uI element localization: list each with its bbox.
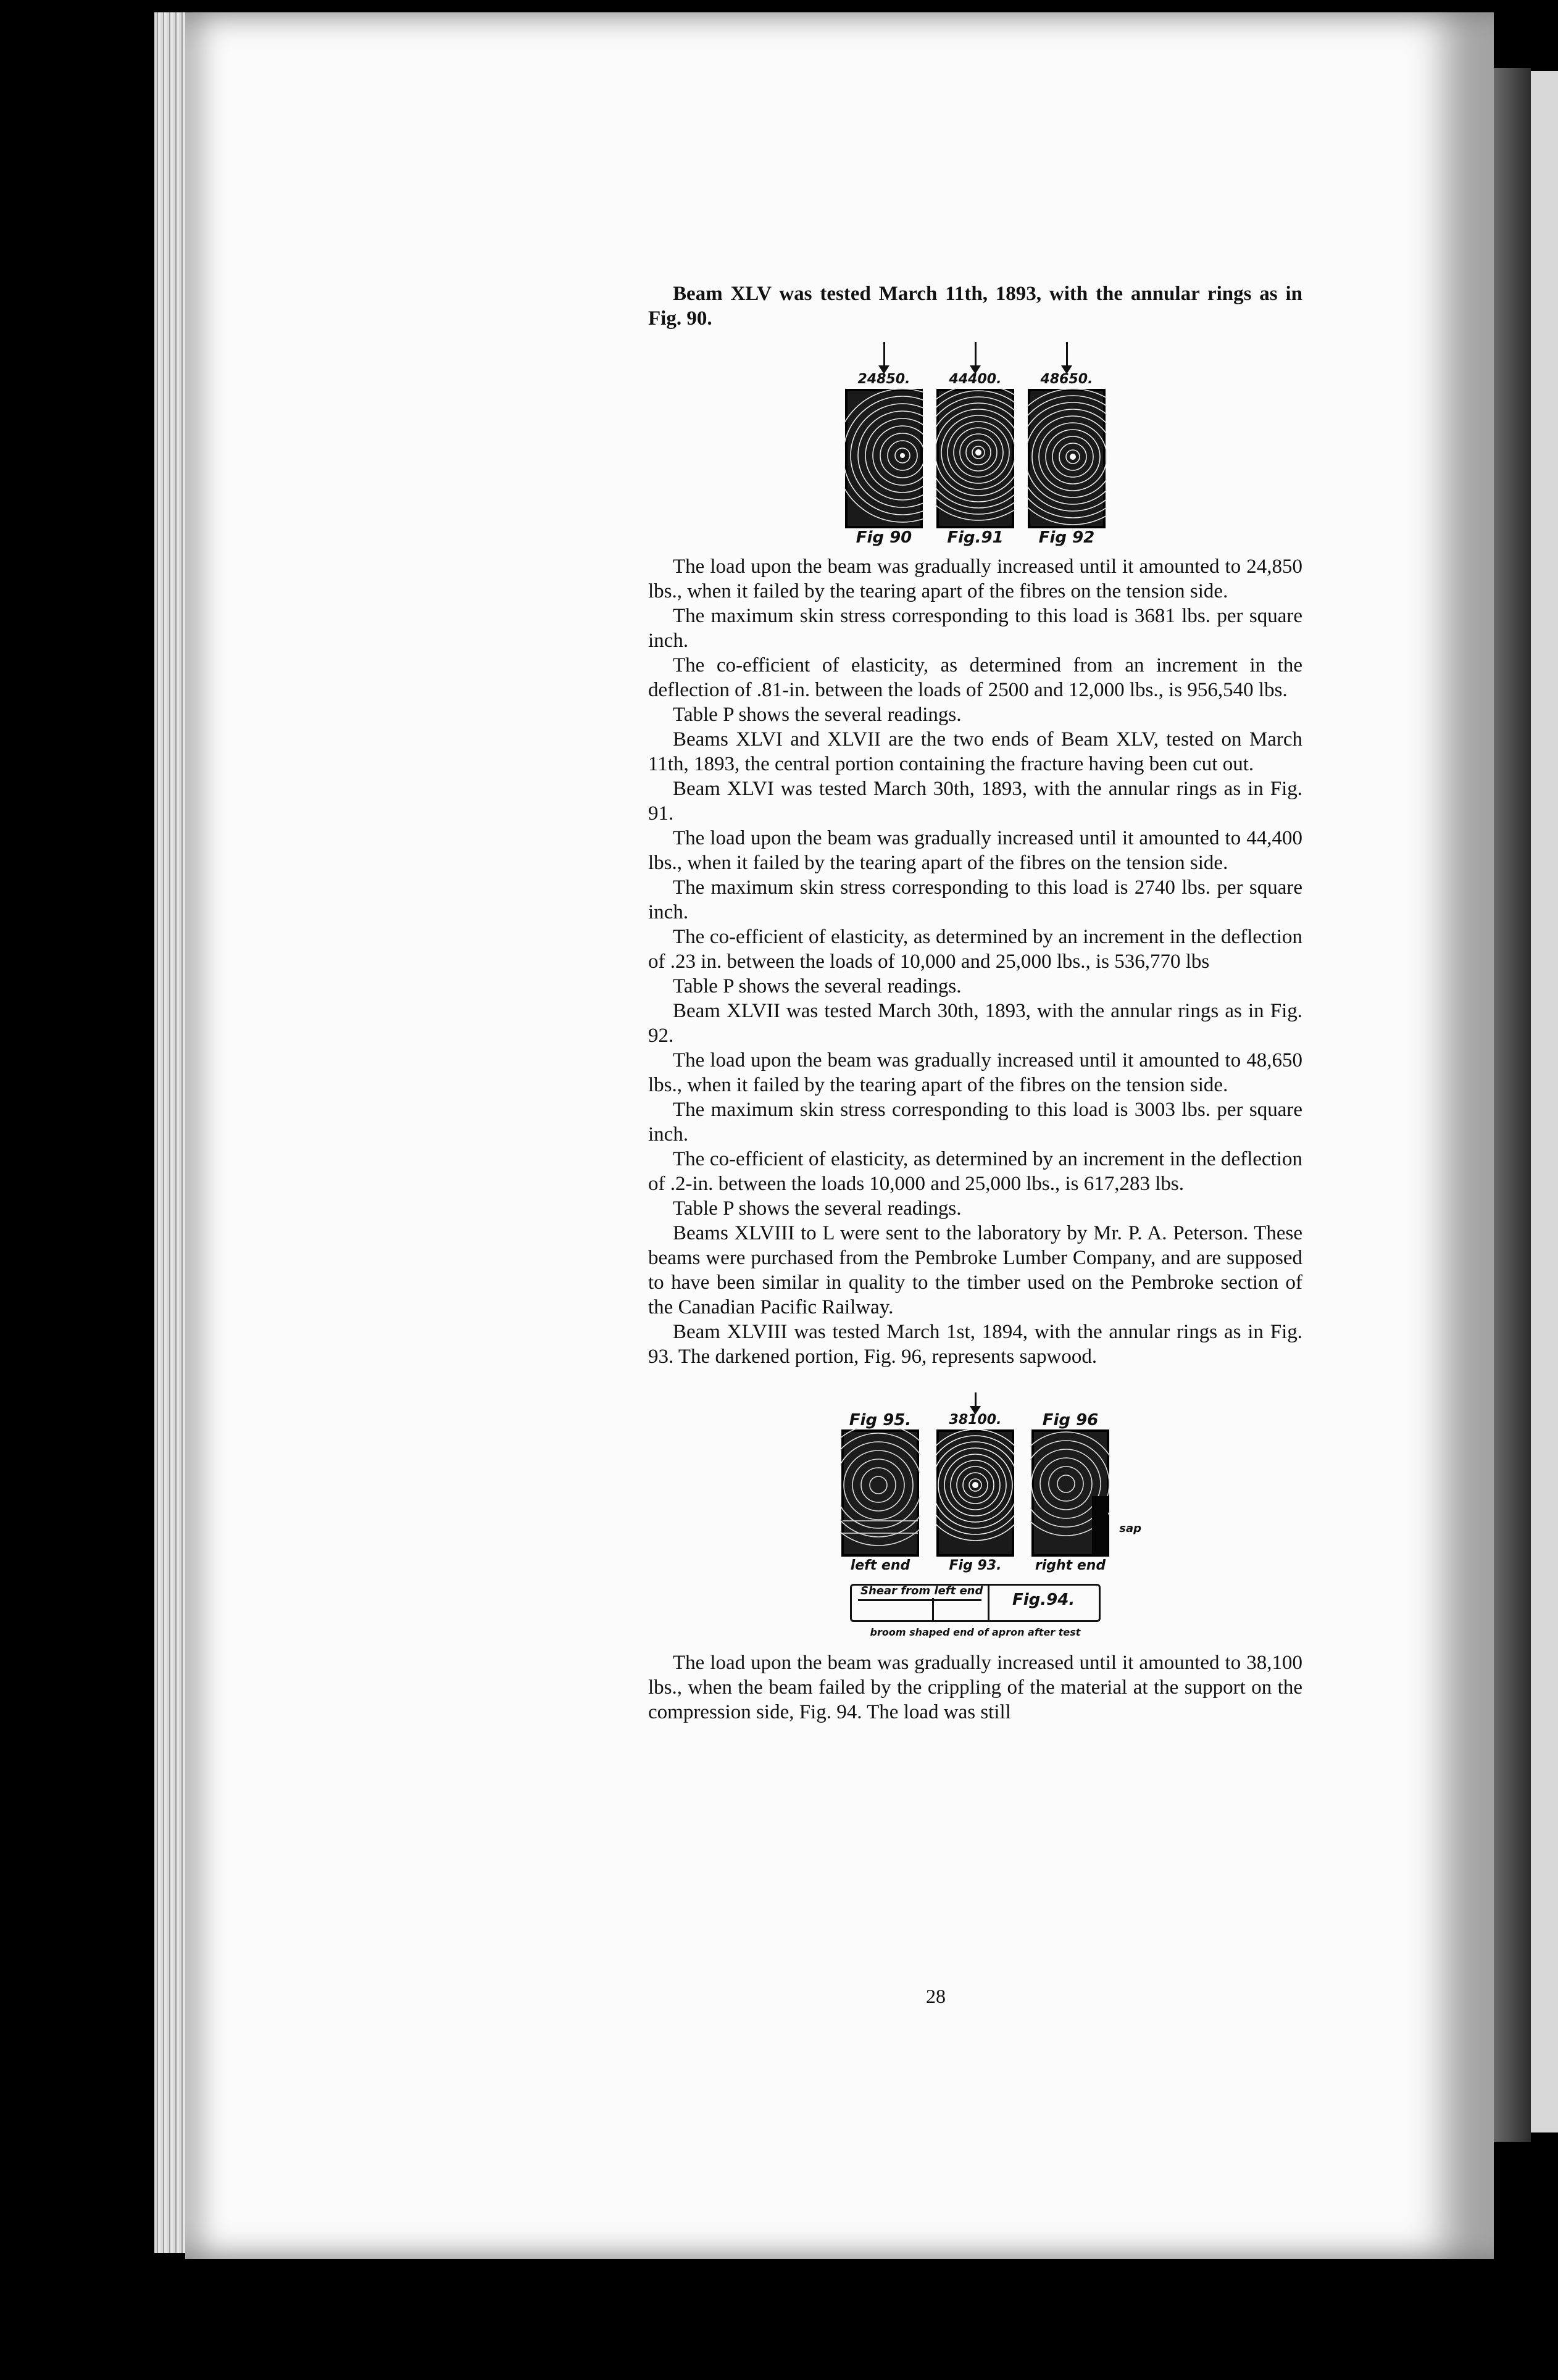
figure-caption: Fig 96 bbox=[1042, 1411, 1099, 1429]
figure-caption: Fig 95. bbox=[849, 1411, 912, 1429]
figure-caption: Fig.91 bbox=[947, 528, 1004, 547]
fig-91 bbox=[935, 342, 1015, 546]
shear-label: Shear from left end bbox=[860, 1584, 983, 1597]
load-arrow-icon bbox=[975, 342, 977, 370]
paragraph: The load upon the beam was gradually increased until it amounted to 24,850 lbs., when it failed by the tearing apart of the fibres on the tension side. bbox=[648, 555, 1302, 602]
end-label: right end bbox=[1035, 1558, 1106, 1573]
annular-rings-section bbox=[844, 388, 924, 530]
figure-group-90-92 bbox=[648, 342, 1302, 546]
paragraph: Beams XLVIII to L were sent to the laboratory by Mr. P. A. Peterson. These beams were purchased from the Pembroke Lumber Company, and are supposed to have been similar in quality to the timber used on the Pembroke section of the Canadian Pacific Railway. bbox=[648, 1222, 1302, 1318]
annular-rings-section bbox=[1030, 1428, 1110, 1558]
text-column bbox=[648, 281, 1302, 1725]
annular-rings-section bbox=[1027, 388, 1107, 530]
paragraph: Table P shows the several readings. bbox=[673, 975, 962, 997]
figure-caption: Fig 92 bbox=[1038, 528, 1095, 547]
figure-caption: Fig 90 bbox=[856, 528, 912, 547]
sapwood-label: sap bbox=[1119, 1522, 1141, 1535]
fig-93 bbox=[935, 1392, 1015, 1574]
paragraph: The co-efficient of elasticity, as determined by an increment in the deflection of .2-in. between the loads 10,000 and 25,000 lbs., is 617,283 lbs. bbox=[648, 1148, 1302, 1195]
load-label: 38100. bbox=[949, 1412, 1002, 1428]
annular-rings-section bbox=[840, 1428, 920, 1558]
facing-page-edge bbox=[1494, 68, 1531, 2142]
paragraph: The co-efficient of elasticity, as determined by an increment in the deflection of .23 in. between the loads of 10,000 and 25,000 lbs., is 536,770 lbs bbox=[648, 926, 1302, 973]
fig-96 bbox=[1030, 1380, 1141, 1574]
page-number: 28 bbox=[926, 1985, 946, 2007]
fig-90 bbox=[844, 342, 924, 546]
paragraph: Beams XLVI and XLVII are the two ends of Beam XLV, tested on March 11th, 1893, the central portion containing the fracture having been cut out. bbox=[648, 728, 1302, 775]
paragraph: Beam XLVI was tested March 30th, 1893, with the annular rings as in Fig. 91. bbox=[648, 778, 1302, 825]
paragraph: Beam XLV was tested March 11th, 1893, with the annular rings as in Fig. 90. bbox=[648, 283, 1302, 330]
paragraph: Table P shows the several readings. bbox=[673, 1197, 962, 1220]
fig-94-beam-diagram bbox=[648, 1584, 1302, 1641]
load-arrow-icon bbox=[975, 1392, 977, 1411]
paragraph: The load upon the beam was gradually increased until it amounted to 48,650 lbs., when it failed by the tearing apart of the fibres on the tension side. bbox=[648, 1049, 1302, 1096]
load-arrow-icon bbox=[1066, 342, 1068, 370]
beam-under-label: broom shaped end of apron after test bbox=[870, 1626, 1081, 1638]
load-label: 44400. bbox=[949, 372, 1002, 387]
figure-caption: Fig 93. bbox=[949, 1558, 1002, 1573]
paragraph: Beam XLVII was tested March 30th, 1893, with the annular rings as in Fig. 92. bbox=[648, 1000, 1302, 1047]
figure-group-93-96 bbox=[648, 1380, 1302, 1641]
load-label: 48650. bbox=[1040, 372, 1093, 387]
fig-95 bbox=[840, 1380, 920, 1574]
paragraph: The load upon the beam was gradually increased until it amounted to 38,100 lbs., when the beam failed by the crippling of the material at the support on the compression side, Fig. 94. The load was still bbox=[648, 1652, 1302, 1723]
paragraph: Beam XLVIII was tested March 1st, 1894, with the annular rings as in Fig. 93. The darkened portion, Fig. 96, represents sapwood. bbox=[648, 1321, 1302, 1368]
paragraph: The maximum skin stress corresponding to this load is 3003 lbs. per square inch. bbox=[648, 1099, 1302, 1146]
page-stack-edge bbox=[154, 12, 185, 2253]
facing-page-strip bbox=[1531, 71, 1558, 2132]
figure-caption: Fig.94. bbox=[1012, 1591, 1075, 1609]
annular-rings-section bbox=[935, 1428, 1015, 1558]
paragraph: The maximum skin stress corresponding to this load is 3681 lbs. per square inch. bbox=[648, 605, 1302, 652]
paragraph: The co-efficient of elasticity, as determined from an increment in the deflection of .81-in. between the loads of 2500 and 12,000 lbs., is 956,540 lbs. bbox=[648, 654, 1302, 701]
paragraph: The load upon the beam was gradually increased until it amounted to 44,400 lbs., when it failed by the tearing apart of the fibres on the tension side. bbox=[648, 827, 1302, 874]
load-arrow-icon bbox=[883, 342, 885, 370]
load-label: 24850. bbox=[857, 372, 910, 387]
annular-rings-section bbox=[935, 388, 1015, 530]
beam-outline bbox=[850, 1584, 1101, 1622]
fig-92 bbox=[1027, 342, 1107, 546]
end-label: left end bbox=[850, 1558, 910, 1573]
paragraph: The maximum skin stress corresponding to this load is 2740 lbs. per square inch. bbox=[648, 876, 1302, 923]
paragraph: Table P shows the several readings. bbox=[673, 704, 962, 726]
